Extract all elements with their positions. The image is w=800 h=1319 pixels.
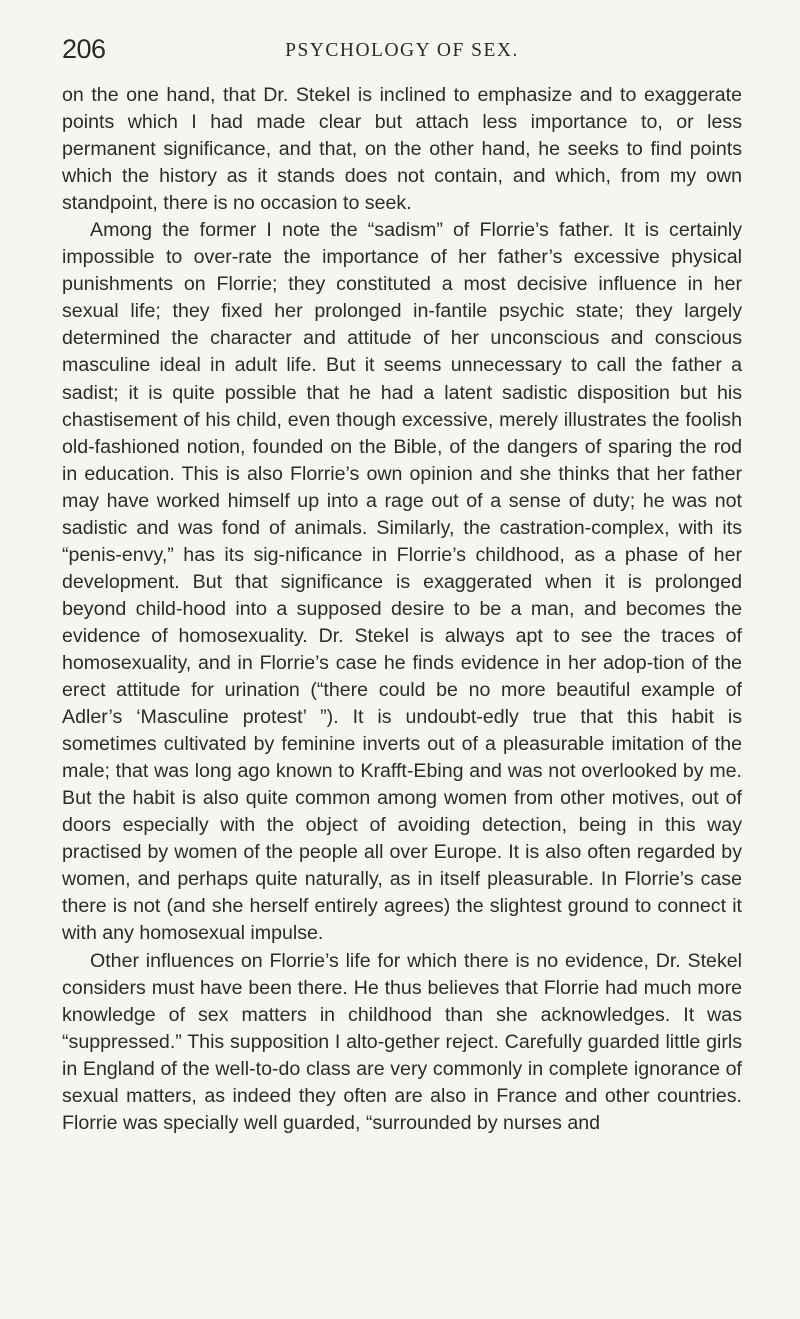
running-title: PSYCHOLOGY OF SEX. — [285, 40, 519, 61]
body-text — [62, 82, 742, 1137]
page-number: 206 — [62, 34, 106, 64]
running-head — [62, 34, 742, 74]
paragraph-other-influences: Other influences on Florrie’s life for which there is no evidence, Dr. Stekel considers must have been there. He thus believes that Florrie had much more knowledge of sex matters in childhood than she acknowledges. It was “suppressed.” This supposition I alto-gether reject. Carefully guarded little girls in England of the well-to-do class are very commonly in complete ignorance of sexual matters, as indeed they often are also in France and other countries. Florrie was specially well guarded, “surrounded by nurses and — [62, 949, 742, 1134]
paragraph-continued: on the one hand, that Dr. Stekel is inclined to emphasize and to exaggerate points which I had made clear but attach less importance to, or less permanent significance, and that, on the other hand, he seeks to find points which the history as it stands does not contain, and which, from my own standpoint, there is no occasion to seek. — [62, 84, 742, 215]
book-page — [62, 34, 742, 1137]
paragraph-father-sadism: Among the former I note the “sadism” of Florrie’s father. It is certainly impossible to over-rate the importance of her father’s excessive physical punishments on Florrie; they constituted a most decisive influence in her sexual life; they fixed her prolonged in-fantile psychic state; they largely determined the character and attitude of her unconscious and conscious masculine ideal in adult life. But it seems unnecessary to call the father a sadist; it is quite possible that he had a latent sadistic disposition but his chastisement of his child, even though excessive, merely illustrates the foolish old-fashioned notion, founded on the Bible, of the dangers of sparing the rod in education. This is also Florrie’s own opinion and she thinks that her father may have worked himself up into a rage out of a sense of duty; he was not sadistic and was fond of animals. Similarly, the castration-complex, with its “penis-envy,” has its sig-nificance in Florrie’s childhood, as a phase of her development. But that significance is exaggerated when it is prolonged beyond child-hood into a supposed desire to be a man, and becomes the evidence of homosexuality. Dr. Stekel is always apt to see the traces of homosexuality, and in Florrie’s case he finds evidence in her adop-tion of the erect attitude for urination (“there could be no more beautiful example of Adler’s ‘Masculine protest’ ”). It is undoubt-edly true that this habit is sometimes cultivated by feminine inverts out of a pleasurable imitation of the male; that was long ago known to Krafft-Ebing and was not overlooked by me. But the habit is also quite common among women from other motives, out of doors especially with the object of avoiding detection, being in this way practised by women of the people all over Europe. It is also often regarded by women, and perhaps quite naturally, as in itself pleasurable. In Florrie’s case there is not (and she herself entirely agrees) the slightest ground to connect it with any homosexual impulse. — [62, 219, 742, 945]
